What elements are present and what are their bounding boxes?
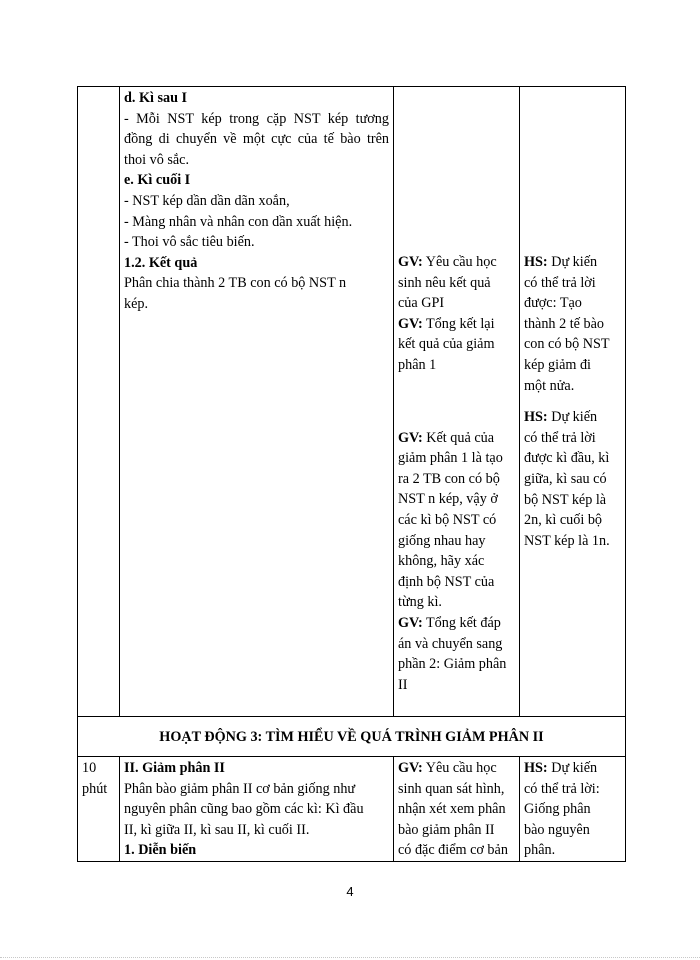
activity-line <box>524 469 621 490</box>
activity-text: giống nhau hay <box>398 532 486 549</box>
activity-text: Yêu cầu học <box>422 254 497 270</box>
activity-text: không, hãy xác <box>398 553 485 570</box>
activity-line <box>524 510 621 531</box>
table-row <box>78 717 626 757</box>
section-heading: II. Giảm phân II <box>124 760 225 776</box>
content-cell <box>120 757 394 862</box>
activity-line <box>398 758 515 779</box>
activity-line <box>524 314 621 335</box>
content-line: II, kì giữa II, kì sau II, kì cuối II. <box>124 821 310 838</box>
activity-text: của GPI <box>398 295 445 312</box>
section-heading: 1.2. Kết quả <box>124 254 198 271</box>
activity-line <box>524 799 621 820</box>
activity-text: NST n kép, vậy ở <box>398 491 498 508</box>
activity-line <box>398 531 515 552</box>
role-label: GV: <box>398 614 423 631</box>
content-line: - Thoi vô sắc tiêu biến. <box>124 234 255 251</box>
activity-text: NST kép là 1n. <box>524 532 610 549</box>
role-label: GV: <box>398 429 423 446</box>
role-label: GV: <box>398 254 423 270</box>
activity-line <box>524 293 621 314</box>
activity-line <box>524 376 621 397</box>
content-line: Phân bào giảm phân II cơ bản giống như <box>124 780 356 797</box>
activity-line <box>398 799 515 820</box>
activity-text: Yêu cầu học <box>422 760 497 776</box>
activity-text: kết quả của giảm <box>398 336 495 353</box>
teacher-activity-cell <box>394 87 520 717</box>
activity-line <box>398 448 515 469</box>
activity-heading: HOẠT ĐỘNG 3: TÌM HIỂU VỀ QUÁ TRÌNH GIẢM PHÂN II <box>78 717 626 757</box>
role-label: HS: <box>524 254 548 270</box>
role-label: GV: <box>398 760 423 776</box>
time-text: 10 <box>82 760 97 776</box>
activity-line <box>398 314 515 335</box>
content-line: - Mỗi NST kép trong cặp NST kép tương <box>124 110 389 127</box>
activity-line <box>398 489 515 510</box>
activity-text: Giống phân <box>524 801 591 818</box>
activity-line <box>524 779 621 800</box>
activity-line <box>398 820 515 841</box>
activity-text: từng kì. <box>398 594 442 611</box>
student-block <box>524 252 621 396</box>
activity-text: phần 2: Giảm phân <box>398 656 507 673</box>
activity-text: Kết quả của <box>422 429 495 446</box>
activity-line <box>398 252 515 273</box>
activity-text: có thể trả lời <box>524 274 596 291</box>
time-cell <box>78 87 120 717</box>
activity-text: kép giảm đi <box>524 356 591 373</box>
content-line: đồng di chuyển về một cực của tế bào trên <box>124 131 389 148</box>
activity-text: có thể trả lời: <box>524 780 600 797</box>
table-row <box>78 757 626 862</box>
activity-text: nhận xét xem phân <box>398 801 506 818</box>
activity-line <box>524 355 621 376</box>
lesson-plan-table <box>77 86 626 862</box>
activity-text: bộ NST kép là <box>524 491 607 508</box>
activity-line <box>524 840 621 861</box>
content-cell <box>120 87 394 717</box>
section-heading: d. Kì sau I <box>124 90 188 106</box>
activity-text: bào giảm phân II <box>398 821 495 838</box>
activity-line <box>398 273 515 294</box>
content-line: kép. <box>124 295 149 312</box>
content-line: nguyên phân cũng bao gồm các kì: Kì đầu <box>124 801 364 818</box>
activity-line <box>398 572 515 593</box>
activity-text: được kì đầu, kì <box>524 450 610 467</box>
activity-text: thành 2 tế bào <box>524 315 604 332</box>
activity-line <box>398 840 515 861</box>
activity-line <box>398 293 515 314</box>
student-activity-cell <box>520 757 626 862</box>
teacher-block <box>398 428 515 696</box>
activity-text: án và chuyển sang <box>398 635 503 652</box>
footer-divider <box>0 957 700 958</box>
activity-line <box>398 551 515 572</box>
activity-text: được: Tạo <box>524 295 582 312</box>
activity-text: Tổng kết lại <box>422 315 495 332</box>
activity-text: có đặc điểm cơ bản <box>398 842 508 859</box>
activity-text: Dự kiến <box>547 409 598 426</box>
activity-text: sinh nêu kết quả <box>398 274 491 291</box>
activity-line <box>398 355 515 376</box>
role-label: HS: <box>524 760 548 776</box>
activity-line <box>524 428 621 449</box>
activity-line <box>398 675 515 696</box>
student-block <box>524 407 621 551</box>
activity-text: định bộ NST của <box>398 573 495 590</box>
activity-text: ra 2 TB con có bộ <box>398 470 500 487</box>
content-line: - NST kép dần dần dãn xoắn, <box>124 192 290 209</box>
activity-line <box>398 428 515 449</box>
teacher-activity-cell <box>394 757 520 862</box>
activity-text: 2n, kì cuối bộ <box>524 512 603 529</box>
activity-text: con có bộ NST <box>524 336 610 353</box>
activity-line <box>524 252 621 273</box>
activity-text: sinh quan sát hình, <box>398 780 505 797</box>
time-cell <box>78 757 120 862</box>
activity-text: phân 1 <box>398 356 437 373</box>
activity-text: II <box>398 676 408 693</box>
activity-line <box>398 613 515 634</box>
content-line: Phân chia thành 2 TB con có bộ NST n <box>124 275 347 292</box>
activity-line <box>524 448 621 469</box>
content-line: - Màng nhân và nhân con dần xuất hiện. <box>124 213 353 230</box>
activity-text: giữa, kì sau có <box>524 470 607 487</box>
activity-line <box>398 334 515 355</box>
activity-line <box>524 531 621 552</box>
activity-text: giảm phân 1 là tạo <box>398 450 503 467</box>
activity-line <box>524 758 621 779</box>
student-activity-cell <box>520 87 626 717</box>
activity-line <box>398 510 515 531</box>
content-line: thoi vô sắc. <box>124 151 190 168</box>
activity-line <box>398 634 515 655</box>
activity-line <box>524 490 621 511</box>
activity-line <box>398 469 515 490</box>
activity-line <box>398 779 515 800</box>
section-heading: e. Kì cuối I <box>124 172 191 189</box>
page-number: 4 <box>346 884 354 899</box>
activity-line <box>524 273 621 294</box>
role-label: HS: <box>524 409 548 426</box>
activity-text: Dự kiến <box>547 254 598 270</box>
time-text: phút <box>82 780 108 797</box>
activity-line <box>524 334 621 355</box>
activity-text: một nửa. <box>524 377 575 394</box>
activity-text: các kì bộ NST có <box>398 511 497 528</box>
activity-text: phân. <box>524 842 556 859</box>
activity-text: Dự kiến <box>547 760 598 776</box>
activity-text: Tổng kết đáp <box>422 614 501 631</box>
activity-line <box>398 592 515 613</box>
role-label: GV: <box>398 315 423 332</box>
section-heading: 1. Diễn biến <box>124 842 197 859</box>
table-row <box>78 87 626 717</box>
activity-line <box>398 654 515 675</box>
activity-line <box>524 407 621 428</box>
activity-text: bào nguyên <box>524 821 590 838</box>
activity-text: có thể trả lời <box>524 429 596 446</box>
teacher-block <box>398 252 515 376</box>
activity-line <box>524 820 621 841</box>
